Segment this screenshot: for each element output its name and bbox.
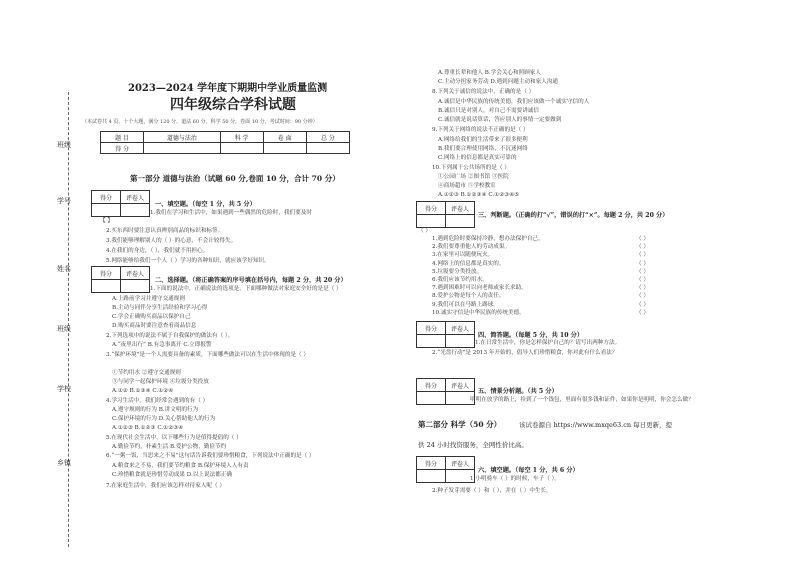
s1-q2: 2.买东西时要注意认真辨别商品的标识和标签。: [106, 228, 224, 234]
judge-item: 8.爱护公物是每个人的责任。: [432, 293, 505, 300]
grader-reviewer-label: 评卷人: [446, 202, 475, 215]
score-table-head-4: 卷 面: [263, 132, 306, 143]
judge-answer-bracket[interactable]: （ ）: [636, 285, 649, 292]
score-cell[interactable]: [220, 143, 263, 154]
s2-q3: 3.“保护环境”是一个人需要具备的素质，下面哪些做法可以在生活中体现的是（ ）: [106, 352, 310, 358]
side-label-name: 姓名: [57, 265, 71, 273]
s5-question: 明明在放学的路上，捡到了一个钱包，里面有很多钱和证件，如果你是明明，你会怎么做？: [470, 397, 694, 403]
grader-reviewer-label: 评卷人: [446, 322, 475, 335]
side-label-grade: 班级: [57, 141, 71, 149]
side-label-school: 学校: [57, 385, 71, 393]
website-notice: 该试卷源自 https://www.mxqe63.cn 每日更新，提: [519, 421, 673, 429]
s2-q3-options: A.①② B.①③④ C.①②④: [112, 388, 174, 394]
side-label-class: 班级: [57, 325, 71, 333]
grader-box-5: [416, 378, 475, 405]
score-cell[interactable]: [144, 143, 220, 154]
judge-item: 5.垃圾要分类投放。: [432, 268, 483, 275]
s2-q1-d: D.购买商品时要注意查看商品信息: [112, 323, 197, 329]
part1-heading: 第一部分 道德与法治（试题 60 分,卷面 10 分，合计 70 分）: [130, 174, 340, 183]
grader-reviewer-cell[interactable]: [121, 280, 150, 293]
judge-answer-bracket[interactable]: （ ）: [636, 301, 649, 308]
s2-q1-a: A.上路前学习并遵守交通规则: [112, 296, 185, 302]
part2-heading: 第二部分 科学（50 分）: [418, 420, 502, 429]
section-3-heading: 三、判断题。（正确的打“√”，错误的打“×”。每题 2 分，共 20 分）: [478, 212, 669, 219]
r-q10-o3: A.①②③ B.①②③④ C.①②③④⑤: [438, 192, 520, 198]
judge-item: 2.我们要尊重他人的劳动成果。: [432, 244, 511, 251]
website-notice-2: 供 24 小时找资服务，全网性价比高。: [418, 441, 528, 449]
r-q8: 8.下列关于诚信的说法中，正确的是（ ）: [432, 89, 535, 95]
grader-score-label: 得分: [417, 457, 446, 470]
r-q10-o1: ①公园广场 ②图书馆 ③医院: [438, 174, 509, 180]
grader-reviewer-label: 评卷人: [446, 457, 475, 470]
s2-q6-o1: A.粮食来之不易，我们要节约粮食 B.保护环境人人有责: [112, 463, 249, 469]
r-q8-o1: A.诚信是中华民族的传统美德，我们应该做一个诚实守信的人: [438, 99, 590, 105]
judge-answer-bracket[interactable]: （ ）: [636, 277, 649, 283]
grader-score-cell[interactable]: [92, 204, 121, 217]
s2-q7: 7.在家庭生活中，我们应该怎样对待家人呢（ ）: [106, 483, 225, 489]
r-q9: 9.下列关于网络的说法不正确的是（ ）: [432, 127, 529, 133]
score-table: [100, 131, 350, 154]
grader-score-label: 得分: [417, 322, 446, 335]
grader-score-label: 得分: [92, 267, 121, 280]
grader-score-label: 得分: [417, 202, 446, 215]
grader-reviewer-cell[interactable]: [446, 215, 475, 228]
judge-answer-bracket[interactable]: （ ）: [636, 309, 649, 316]
section-2-heading: 二、选择题。（将正确答案的序号填在括号内，每题 2 分，共 20 分）: [155, 277, 347, 284]
grader-score-cell[interactable]: [417, 335, 446, 348]
r-q9-o2: B.我们要合理使用网络，不沉迷网络: [438, 146, 528, 152]
score-cell[interactable]: [306, 143, 349, 154]
r-top-a: A.尊重长辈和他人 B.学会关心和照顾家人: [438, 70, 541, 76]
judge-item: 7.遇到困难时可以向老师或家长求助。: [432, 285, 527, 292]
side-label-number: 学号: [57, 197, 71, 205]
r-q10: 10.下列属于公共场所的是（ ）: [432, 165, 510, 171]
s2-q3-b: ③与同学一起保护环境 ④垃圾分类投放: [112, 379, 209, 385]
grader-score-label: 得分: [417, 379, 446, 392]
s1-q5: 5.网络能够给我们一个人（ ）学习的各种知识，就应该学好知识。: [106, 258, 270, 264]
grader-box-4: [416, 321, 475, 348]
s6-q1: 1.小明骑车（ ）的时候，车子（ ）。: [470, 476, 560, 482]
s2-q2: 2.下列选项中的说法不属于自我保护的做法有（ ）。: [106, 333, 234, 339]
s3-check-0[interactable]: （ ）: [418, 228, 431, 234]
s4-q1: 1.在日常生活中，你是怎样保护自己的？请写出两种方法。: [475, 340, 621, 346]
s2-q1-b: B.主动与同伴分享生活经验和学习心得: [112, 305, 208, 311]
judge-item: 6.我们应该节约用水。: [432, 277, 488, 283]
judge-answer-bracket[interactable]: （ ）: [636, 260, 649, 267]
judge-answer-bracket[interactable]: （ ）: [636, 293, 649, 300]
grader-reviewer-label: 评卷人: [121, 267, 150, 280]
score-table-head-3: 科 学: [220, 132, 263, 143]
exam-instructions: （本试卷共 4 页，十个大题，满分 120 分，道法 60 分，科学 50 分，卷面 10 分，考试时间：90 分钟）: [82, 119, 318, 125]
grader-score-cell[interactable]: [417, 215, 446, 228]
grader-box-1: [91, 190, 150, 217]
s1-q1-blank: 【 】: [100, 218, 113, 224]
binding-line: [68, 92, 69, 547]
s2-q6-o2: C.珍惜粮食就是珍惜劳动成果 D.以上说法都正确: [112, 472, 232, 478]
grader-box-6: [416, 456, 475, 483]
exam-year-title: 2023—2024 学年度下期期中学业质量监测: [128, 83, 328, 94]
judge-answer-bracket[interactable]: （ ）: [636, 236, 649, 242]
r-q9-o3: C.网络上的信息都是真实可靠的: [438, 155, 517, 161]
section-4-heading: 四、简答题。（每题 5 分，共 10 分）: [478, 332, 584, 339]
section-5-heading: 五、情景分析题。（共 5 分）: [478, 388, 558, 395]
grader-reviewer-label: 评卷人: [446, 379, 475, 392]
s1-q1: 1.我们在学习和生活中，如果遇到一些偶然的危险时，我们要及时: [150, 210, 312, 216]
r-top-b: C.主动分担家务劳动 D.遇到问题主动和家人沟通: [438, 79, 558, 85]
exam-main-title: 四年级综合学科试题: [170, 97, 296, 113]
side-label-town: 乡镇: [57, 459, 71, 467]
section-1-heading: 一、填空题。（每空 1 分，共 5 分）: [155, 201, 256, 208]
r-q8-o3: C.诚信就是说话算话，答应别人的事情一定要做到: [438, 117, 562, 123]
s2-q5: 5.在现代社会生活中，以下哪些行为是值得提倡的（ ）: [106, 435, 242, 441]
s2-q4-o2: C.保护环境的行为 D.关心帮助他人的行为: [112, 416, 216, 422]
s1-q3: 3.我们能够理解别人的（ ）的心意，不会计较得失。: [106, 238, 237, 244]
s2-q1-c: C.学会正确购买商品以保护自己: [112, 314, 191, 320]
r-q8-o2: B.诚信只是对别人，对自己不需要讲诚信: [438, 108, 539, 114]
s2-q6: 6.“一粥一饭，当思来之不易”这句话告诉我们要珍惜粮食，下列说法中正确的是（ ）: [106, 453, 315, 459]
judge-item: 1.遇到危险时要保持冷静，想办法保护自己。: [432, 236, 544, 242]
grader-score-label: 得分: [92, 191, 121, 204]
grader-score-cell[interactable]: [417, 392, 446, 405]
score-table-head-1: 题 目: [101, 132, 144, 143]
judge-answer-bracket[interactable]: （ ）: [636, 268, 649, 275]
grader-score-cell[interactable]: [92, 280, 121, 293]
grader-box-2: [91, 266, 150, 293]
s2-q4-o3: A.①②③ B.①②③ C.①②③④: [112, 425, 184, 431]
s4-q2: 2.“光盘行动”是 2013 年开始的，倡导人们珍惜粮食，你对此有什么看法？: [432, 350, 618, 356]
score-cell[interactable]: [263, 143, 306, 154]
s1-q4: 4.在我们的身边，（ ），我们就不用担心。: [106, 248, 209, 254]
s2-q4-o1: A.遵守规则的行为 B.讲文明的行为: [112, 407, 199, 413]
judge-item: 10.诚实守信是中华民族的传统美德。: [432, 309, 525, 316]
s2-q5-o1: A.勤俭节约，朴素生活 B.爱护公物，勤俭节约: [112, 444, 227, 450]
grader-score-cell[interactable]: [417, 470, 446, 483]
score-table-row-label: 得 分: [101, 143, 144, 154]
r-q9-o1: A.网络给我们的生活带来了很多便利: [438, 137, 528, 143]
score-table-head-5: 总 分: [306, 132, 349, 143]
judge-item: 3.在家里可以随便玩火。: [432, 252, 494, 259]
s2-q4: 4.学习生活中，我们经常会遇到的有（ ）: [106, 398, 209, 404]
score-table-head-2: 道德与法治: [144, 132, 220, 143]
s2-q2-options: A.“夜里出行” B.有急事离开 C.立即报警: [112, 342, 212, 348]
judge-item: 9.我们可以在马路上踢球。: [432, 301, 499, 308]
section-6-heading: 六、填空题。（每空 1 分，共 6 分）: [478, 467, 579, 474]
s2-q1: 1.下面的说法中，正确说法的选项是，下面哪种做法对家庭安全好的是是（ ）: [150, 286, 342, 292]
s6-q2: 2.种子发芽需要（ ）和（ ），并在（ ）中生长。: [432, 488, 552, 494]
s2-q3-a: ①节约用水 ②遵守交通规则: [112, 370, 181, 376]
grader-reviewer-cell[interactable]: [446, 335, 475, 348]
judge-answer-bracket[interactable]: （ ）: [636, 244, 649, 251]
judge-answer-bracket[interactable]: （ ）: [636, 252, 649, 259]
grader-reviewer-label: 评卷人: [121, 191, 150, 204]
r-q10-o2: ④商场超市 ⑤学校教室: [438, 183, 496, 189]
grader-reviewer-cell[interactable]: [121, 204, 150, 217]
judge-item: 4.网络上的信息都是真实的。: [432, 260, 505, 267]
grader-box-3: [416, 201, 475, 228]
